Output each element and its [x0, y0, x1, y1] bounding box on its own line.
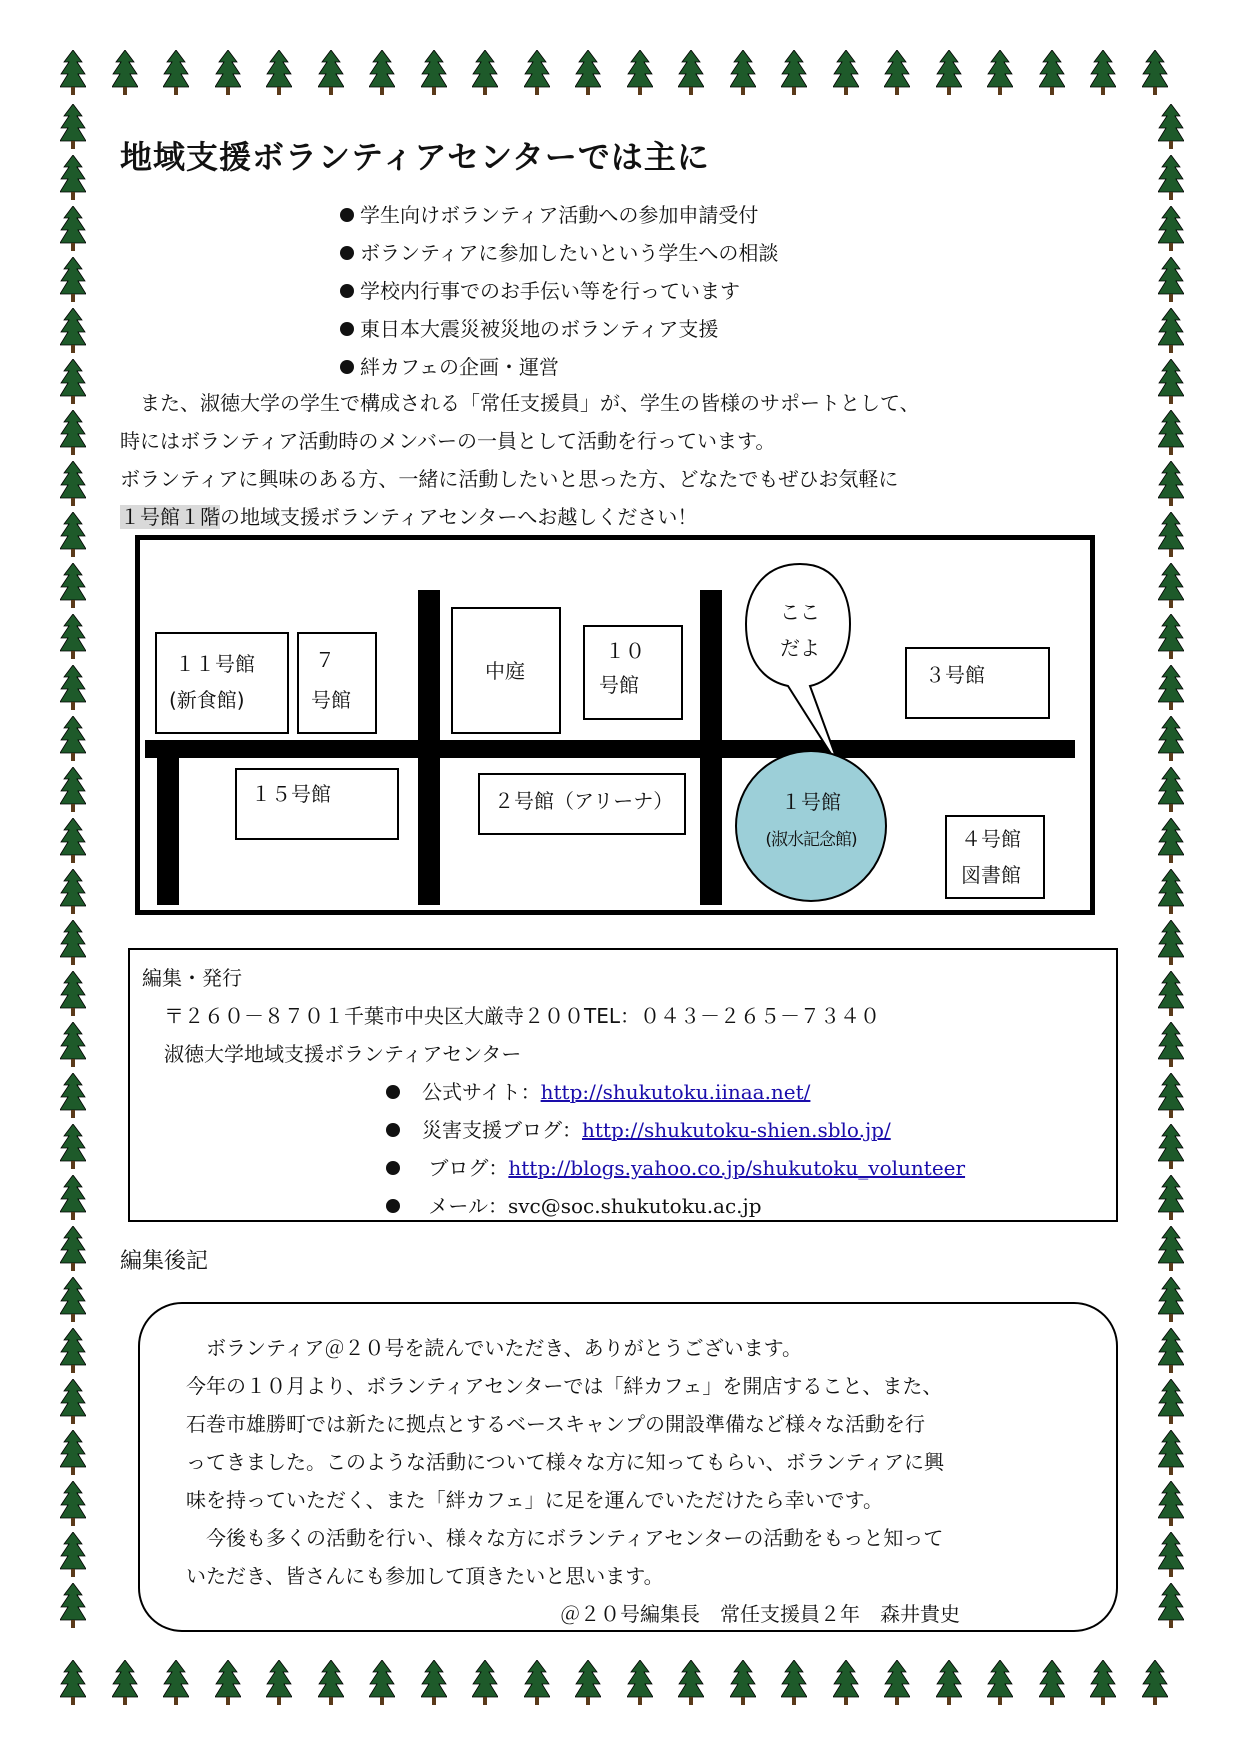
tree-icon — [1158, 104, 1184, 150]
tree-icon — [627, 1660, 653, 1706]
tree-icon — [1142, 50, 1168, 96]
tree-icon — [1158, 461, 1184, 507]
tree-icon — [1158, 563, 1184, 609]
afterword-line: 味を持っていただく、また「絆カフェ」に足を運んでいただけたら幸いです。 — [186, 1488, 883, 1512]
tree-icon — [936, 1660, 962, 1706]
afterword-line: 今後も多くの活動を行い、様々な方にボランティアセンターの活動をもっと知って — [186, 1526, 944, 1550]
tree-icon — [730, 50, 756, 96]
intro-line: １号館１階の地域支援ボランティアセンターへお越しください！ — [120, 505, 698, 529]
tree-icon — [60, 1430, 86, 1476]
organization: 淑徳大学地域支援ボランティアセンター — [164, 1042, 522, 1066]
tree-icon — [1158, 410, 1184, 456]
publisher-info — [128, 948, 1118, 1222]
tree-icon — [60, 308, 86, 354]
tree-icon — [1090, 50, 1116, 96]
mail-address: svc@soc.shukutoku.ac.jp — [507, 1194, 762, 1218]
tree-icon — [60, 1175, 86, 1221]
afterword-box — [138, 1302, 1118, 1632]
tree-icon — [472, 50, 498, 96]
tree-icon — [60, 104, 86, 150]
tree-icon — [1158, 920, 1184, 966]
tree-icon — [112, 50, 138, 96]
tree-icon — [1158, 1481, 1184, 1527]
tree-icon — [1039, 50, 1065, 96]
building-11: １１号館 (新食館) — [155, 632, 289, 734]
tree-icon — [318, 1660, 344, 1706]
afterword-line: いただき、皆さんにも参加して頂きたいと思います。 — [186, 1564, 664, 1588]
activity-list — [340, 196, 778, 386]
tree-icon — [1142, 1660, 1168, 1706]
building-3: ３号館 — [905, 647, 1050, 719]
tree-icon — [163, 1660, 189, 1706]
building-15: １５号館 — [235, 768, 399, 840]
tree-icon — [266, 1660, 292, 1706]
bullet-icon — [386, 1161, 400, 1175]
tree-icon — [1158, 971, 1184, 1017]
building-10: １０ 号館 — [583, 625, 683, 720]
tree-icon — [575, 50, 601, 96]
tree-icon — [575, 1660, 601, 1706]
tree-icon — [60, 1481, 86, 1527]
bullet-icon — [340, 246, 354, 260]
tree-icon — [60, 716, 86, 762]
building-1-highlight: １号館 (淑水記念館) — [735, 750, 887, 902]
tree-icon — [524, 50, 550, 96]
tree-icon — [112, 1660, 138, 1706]
tree-icon — [884, 50, 910, 96]
afterword-signature: ＠２０号編集長 常任支援員２年 森井貴史 — [560, 1602, 960, 1626]
tree-icon — [60, 359, 86, 405]
afterword-line: 石巻市雄勝町では新たに拠点とするベースキャンプの開設準備など様々な活動を行 — [186, 1412, 925, 1436]
bullet-icon — [340, 208, 354, 222]
tree-icon — [369, 50, 395, 96]
tree-icon — [369, 1660, 395, 1706]
tree-icon — [60, 665, 86, 711]
tree-icon — [472, 1660, 498, 1706]
tree-icon — [678, 50, 704, 96]
tree-icon — [60, 512, 86, 558]
page-title: 地域支援ボランティアセンターでは主に — [120, 138, 710, 176]
tree-icon — [60, 1226, 86, 1272]
tree-icon — [60, 869, 86, 915]
tree-icon — [1158, 1532, 1184, 1578]
tree-icon — [60, 257, 86, 303]
tree-icon — [1158, 1583, 1184, 1629]
list-item: ボランティアに参加したいという学生への相談 — [340, 234, 778, 272]
tree-icon — [60, 206, 86, 252]
tree-icon — [524, 1660, 550, 1706]
tree-icon — [60, 1583, 86, 1629]
intro-line: 時にはボランティア活動時のメンバーの一員として活動を行っています。 — [120, 429, 776, 453]
afterword-line: ボランティア＠２０号を読んでいただき、ありがとうございます。 — [186, 1336, 802, 1360]
tree-icon — [421, 1660, 447, 1706]
tree-icon — [1158, 1430, 1184, 1476]
tree-icon — [1158, 818, 1184, 864]
tree-icon — [60, 1124, 86, 1170]
tree-icon — [730, 1660, 756, 1706]
tree-icon — [1158, 1328, 1184, 1374]
afterword-line: ってきました。このような活動について様々な方に知ってもらい、ボランティアに興 — [186, 1450, 944, 1474]
tree-icon — [833, 50, 859, 96]
bullet-icon — [340, 360, 354, 374]
tree-icon — [215, 50, 241, 96]
tree-icon — [421, 50, 447, 96]
tree-icon — [1158, 512, 1184, 558]
tree-icon — [1158, 359, 1184, 405]
tree-icon — [1158, 869, 1184, 915]
disaster-blog-link[interactable]: http://shukutoku-shien.sblo.jp/ — [582, 1118, 891, 1142]
tree-icon — [1090, 1660, 1116, 1706]
tree-icon — [60, 410, 86, 456]
tree-icon — [60, 614, 86, 660]
tree-icon — [60, 1379, 86, 1425]
intro-line: ボランティアに興味のある方、一緒に活動したいと思った方、どなたでもぜひお気軽に — [120, 467, 899, 491]
blog-link[interactable]: http://blogs.yahoo.co.jp/shukutoku_volunteer — [508, 1156, 966, 1180]
road-vertical — [418, 590, 440, 905]
tree-icon — [1158, 1175, 1184, 1221]
tree-icon — [1158, 308, 1184, 354]
bullet-icon — [340, 284, 354, 298]
tree-icon — [781, 1660, 807, 1706]
tree-icon — [60, 563, 86, 609]
building-courtyard: 中庭 — [451, 607, 561, 734]
road-vertical — [157, 755, 179, 905]
tree-icon — [318, 50, 344, 96]
bullet-icon — [386, 1085, 400, 1099]
address: 〒２６０－８７０１千葉市中央区大厳寺２００TEL：０４３－２６５－７３４０ — [164, 1004, 880, 1028]
road-vertical — [700, 590, 722, 905]
tree-icon — [60, 767, 86, 813]
building-4-library: ４号館 図書館 — [945, 815, 1045, 899]
tree-icon — [936, 50, 962, 96]
tree-icon — [60, 818, 86, 864]
tree-icon — [60, 1073, 86, 1119]
intro-line: また、淑徳大学の学生で構成される「常任支援員」が、学生の皆様のサポートとして、 — [120, 391, 920, 415]
building-7: ７ 号館 — [297, 632, 377, 734]
info-heading: 編集・発行 — [142, 966, 242, 990]
tree-icon — [60, 920, 86, 966]
tree-icon — [60, 461, 86, 507]
tree-icon — [1158, 1073, 1184, 1119]
tree-icon — [215, 1660, 241, 1706]
mail: メール：svc@soc.shukutoku.ac.jp — [386, 1190, 762, 1219]
tree-icon — [1158, 716, 1184, 762]
list-item: 絆カフェの企画・運営 — [340, 348, 778, 386]
tree-icon — [1158, 1124, 1184, 1170]
tree-icon — [163, 50, 189, 96]
tree-icon — [266, 50, 292, 96]
tree-icon — [1158, 767, 1184, 813]
tree-icon — [60, 1277, 86, 1323]
tree-icon — [1158, 1379, 1184, 1425]
list-item: 学生向けボランティア活動への参加申請受付 — [340, 196, 778, 234]
blog: ブログ：http://blogs.yahoo.co.jp/shukutoku_volunteer — [386, 1152, 965, 1181]
tree-icon — [1039, 1660, 1065, 1706]
tree-icon — [627, 50, 653, 96]
tree-icon — [1158, 257, 1184, 303]
tree-icon — [833, 1660, 859, 1706]
bullet-icon — [386, 1123, 400, 1137]
tree-icon — [678, 1660, 704, 1706]
tree-icon — [1158, 1226, 1184, 1272]
disaster-blog: 災害支援ブログ：http://shukutoku-shien.sblo.jp/ — [386, 1114, 891, 1143]
tree-icon — [60, 1660, 86, 1706]
afterword-line: 今年の１０月より、ボランティアセンターでは「絆カフェ」を開店すること、また、 — [186, 1374, 943, 1398]
tree-icon — [1158, 1277, 1184, 1323]
tree-icon — [1158, 206, 1184, 252]
afterword-title: 編集後記 — [120, 1249, 209, 1274]
building-2-arena: ２号館（アリーナ） — [478, 773, 686, 835]
tree-icon — [987, 50, 1013, 96]
tree-icon — [60, 1532, 86, 1578]
bubble-text: ここ だよ — [780, 600, 820, 660]
tree-icon — [60, 50, 86, 96]
tree-icon — [1158, 665, 1184, 711]
list-item: 学校内行事でのお手伝い等を行っています — [340, 272, 778, 310]
tree-icon — [60, 155, 86, 201]
campus-map — [135, 535, 1095, 915]
tree-icon — [781, 50, 807, 96]
tree-icon — [1158, 614, 1184, 660]
bullet-icon — [340, 322, 354, 336]
tree-icon — [987, 1660, 1013, 1706]
list-item: 東日本大震災被災地のボランティア支援 — [340, 310, 778, 348]
location-highlight: １号館１階 — [120, 505, 220, 529]
tree-icon — [60, 1328, 86, 1374]
tree-icon — [60, 1022, 86, 1068]
official-site: 公式サイト：http://shukutoku.iinaa.net/ — [386, 1076, 810, 1105]
bullet-icon — [386, 1199, 400, 1213]
tree-icon — [884, 1660, 910, 1706]
road-horizontal — [145, 740, 1075, 758]
official-site-link[interactable]: http://shukutoku.iinaa.net/ — [540, 1080, 811, 1104]
intro-paragraph — [120, 384, 1120, 536]
tree-icon — [1158, 155, 1184, 201]
tree-icon — [1158, 1022, 1184, 1068]
tree-icon — [60, 971, 86, 1017]
